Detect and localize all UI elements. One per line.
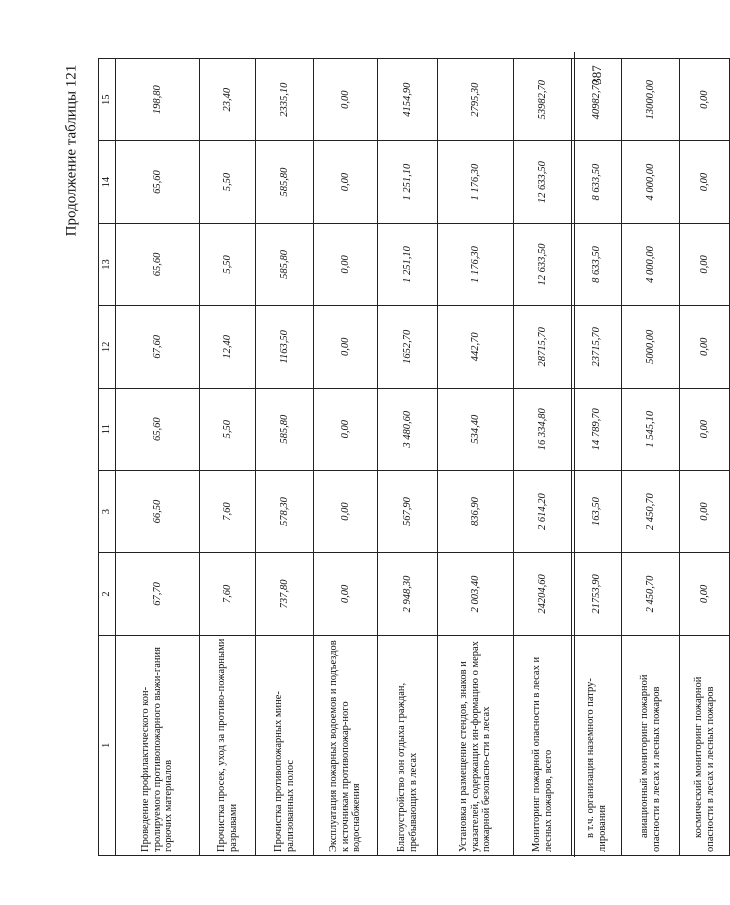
value-cell: 13000,00 <box>622 59 680 141</box>
value-cell: 2 450,70 <box>622 553 680 635</box>
value-cell: 16 334,80 <box>514 388 572 470</box>
table-row <box>514 59 572 856</box>
value-cell: 0,00 <box>680 553 730 635</box>
value-cell: 0,00 <box>680 223 730 305</box>
value-cell: 4 000,00 <box>622 141 680 223</box>
column-header: 1 <box>99 635 116 855</box>
value-cell: 21753,90 <box>572 553 622 635</box>
table-caption <box>60 60 84 240</box>
data-table <box>98 58 730 856</box>
header-row <box>99 59 116 856</box>
table-row <box>378 59 438 856</box>
value-cell: 0,00 <box>314 141 378 223</box>
value-cell: 23,40 <box>200 59 256 141</box>
value-cell: 5,50 <box>200 223 256 305</box>
value-cell: 2 003,40 <box>438 553 514 635</box>
value-cell: 1 176,30 <box>438 223 514 305</box>
value-cell: 0,00 <box>314 470 378 552</box>
row-label: в т.ч. организация наземного патру-лирования <box>572 635 622 855</box>
value-cell: 8 633,50 <box>572 223 622 305</box>
column-header: 3 <box>99 470 116 552</box>
value-cell: 2 614,20 <box>514 470 572 552</box>
row-label: Мониторинг пожарной опасности в лесах и лесных пожаров, всего <box>514 635 572 855</box>
value-cell: 5,50 <box>200 388 256 470</box>
row-label: Проведение профилактического кон-тролируемого противопожарного выжи-гания горючих материалов <box>116 635 200 855</box>
value-cell: 1 176,30 <box>438 141 514 223</box>
value-cell: 2 948,30 <box>378 553 438 635</box>
value-cell: 23715,70 <box>572 306 622 388</box>
value-cell: 0,00 <box>680 59 730 141</box>
value-cell: 0,00 <box>680 470 730 552</box>
value-cell: 2795,30 <box>438 59 514 141</box>
value-cell: 4 000,00 <box>622 223 680 305</box>
value-cell: 198,80 <box>116 59 200 141</box>
value-cell: 836,90 <box>438 470 514 552</box>
page-number-text: 387 <box>589 65 604 85</box>
value-cell: 65,60 <box>116 388 200 470</box>
value-cell: 12 633,50 <box>514 141 572 223</box>
row-label: Эксплуатация пожарных водоемов и подъездов к источникам противопожар-ного водоснабжения <box>314 635 378 855</box>
value-cell: 0,00 <box>314 306 378 388</box>
value-cell: 66,50 <box>116 470 200 552</box>
table-row <box>314 59 378 856</box>
value-cell: 0,00 <box>314 553 378 635</box>
rotated-table-container <box>98 58 730 856</box>
row-label: авиационный мониторинг пожарной опасности в лесах и лесных пожаров <box>622 635 680 855</box>
value-cell: 40982,70 <box>572 59 622 141</box>
value-cell: 585,80 <box>256 141 314 223</box>
row-label: Прочистка противопожарных мине-рализованных полос <box>256 635 314 855</box>
value-cell: 53982,70 <box>514 59 572 141</box>
value-cell: 585,80 <box>256 223 314 305</box>
value-cell: 8 633,50 <box>572 141 622 223</box>
row-label: Прочистка просек, уход за противо-пожарными разрывами <box>200 635 256 855</box>
value-cell: 12 633,50 <box>514 223 572 305</box>
value-cell: 0,00 <box>680 388 730 470</box>
value-cell: 65,60 <box>116 141 200 223</box>
table-row <box>572 59 622 856</box>
value-cell: 2 450,70 <box>622 470 680 552</box>
value-cell: 1652,70 <box>378 306 438 388</box>
column-header: 14 <box>99 141 116 223</box>
column-header: 13 <box>99 223 116 305</box>
value-cell: 24204,60 <box>514 553 572 635</box>
table-caption-text: Продолжение таблицы 121 <box>63 64 80 236</box>
value-cell: 737,80 <box>256 553 314 635</box>
value-cell: 2335,10 <box>256 59 314 141</box>
value-cell: 5,50 <box>200 141 256 223</box>
table-row <box>200 59 256 856</box>
value-cell: 0,00 <box>314 59 378 141</box>
value-cell: 567,90 <box>378 470 438 552</box>
table-row <box>438 59 514 856</box>
table-body <box>116 59 730 856</box>
column-header: 11 <box>99 388 116 470</box>
value-cell: 67,70 <box>116 553 200 635</box>
value-cell: 578,30 <box>256 470 314 552</box>
value-cell: 1 251,10 <box>378 223 438 305</box>
value-cell: 0,00 <box>314 388 378 470</box>
column-header: 2 <box>99 553 116 635</box>
value-cell: 442,70 <box>438 306 514 388</box>
table-row <box>622 59 680 856</box>
value-cell: 3 480,60 <box>378 388 438 470</box>
table-row <box>680 59 730 856</box>
value-cell: 534,40 <box>438 388 514 470</box>
value-cell: 585,80 <box>256 388 314 470</box>
value-cell: 1 251,10 <box>378 141 438 223</box>
value-cell: 0,00 <box>314 223 378 305</box>
value-cell: 1163,50 <box>256 306 314 388</box>
row-label: Установка и размещение стендов, знаков и указателей, содержащих ин-формацию о мерах пожарной безопасно-сти в лесах <box>438 635 514 855</box>
column-header: 15 <box>99 59 116 141</box>
table-row <box>256 59 314 856</box>
value-cell: 5000,00 <box>622 306 680 388</box>
value-cell: 163,50 <box>572 470 622 552</box>
value-cell: 67,60 <box>116 306 200 388</box>
row-label: Благоустройство зон отдыха граждан, пребывающих в лесах <box>378 635 438 855</box>
value-cell: 4154,90 <box>378 59 438 141</box>
value-cell: 0,00 <box>680 141 730 223</box>
table-header <box>99 59 116 856</box>
value-cell: 7,60 <box>200 553 256 635</box>
table-row <box>116 59 200 856</box>
value-cell: 28715,70 <box>514 306 572 388</box>
value-cell: 7,60 <box>200 470 256 552</box>
row-label: космический мониторинг пожарной опасности в лесах и лесных пожаров <box>680 635 730 855</box>
column-header: 12 <box>99 306 116 388</box>
value-cell: 14 789,70 <box>572 388 622 470</box>
value-cell: 1 545,10 <box>622 388 680 470</box>
value-cell: 65,60 <box>116 223 200 305</box>
value-cell: 12,40 <box>200 306 256 388</box>
value-cell: 0,00 <box>680 306 730 388</box>
